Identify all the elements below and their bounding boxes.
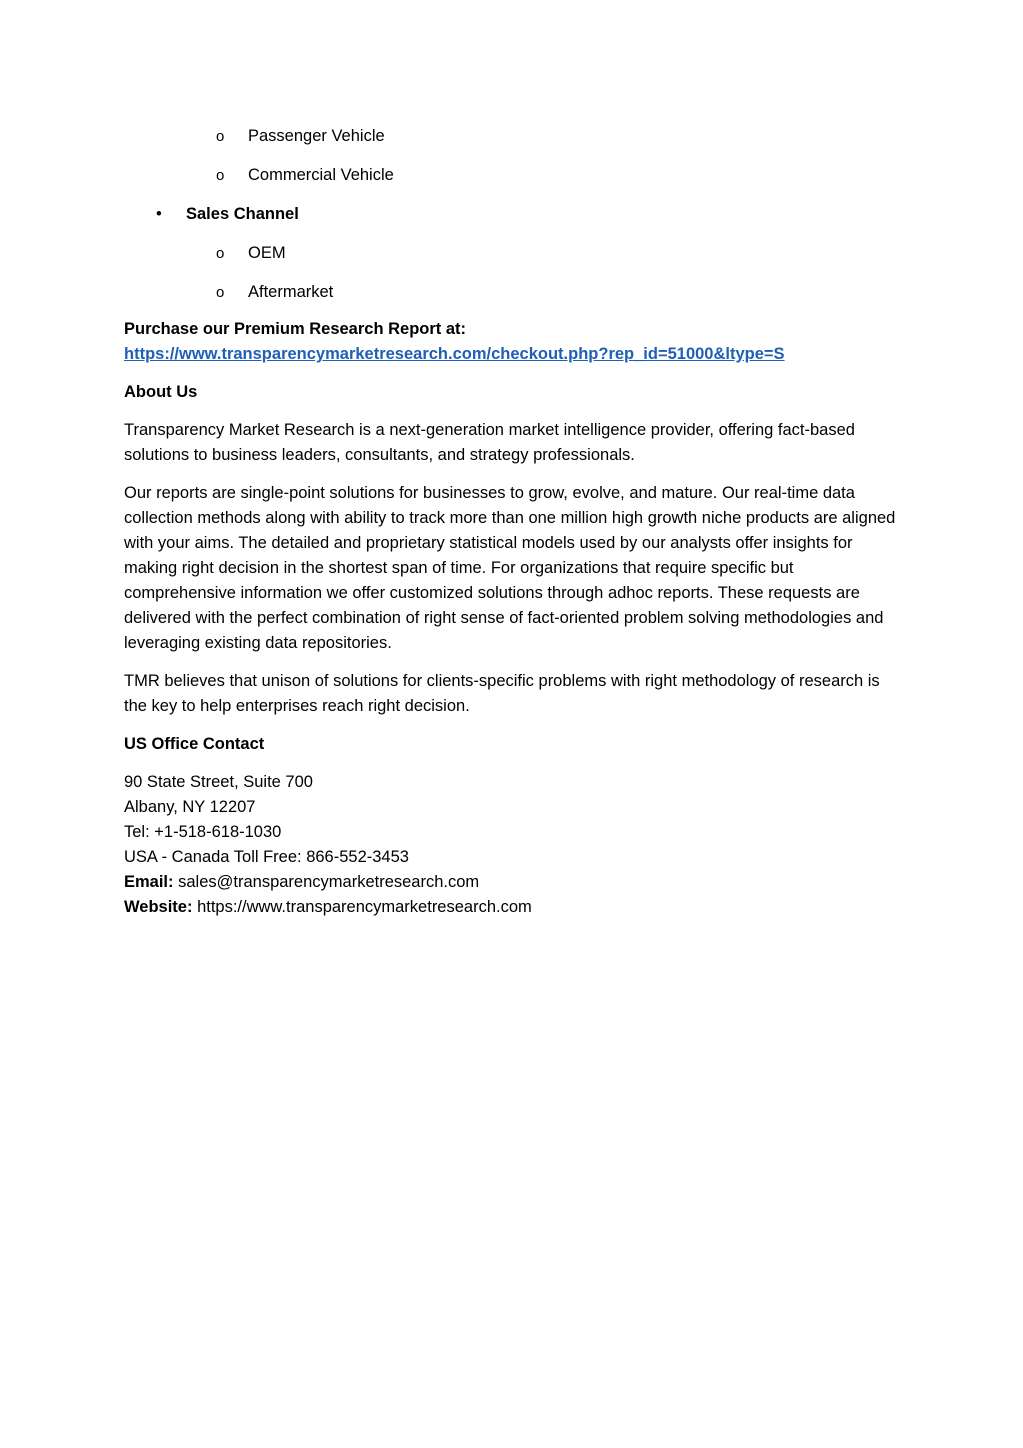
email-line [124, 870, 904, 895]
address-line: Albany, NY 12207 [124, 798, 256, 816]
purchase-block [124, 317, 904, 367]
list-item [124, 124, 904, 149]
contact-block [124, 770, 904, 920]
sub-bullet-marker: o [216, 284, 225, 301]
list-item-label: Commercial Vehicle [248, 166, 394, 184]
list-item [124, 280, 904, 305]
sales-channel-label: Sales Channel [186, 205, 299, 223]
about-heading: About Us [124, 383, 198, 401]
email-label: Email: [124, 873, 174, 891]
address-line: 90 State Street, Suite 700 [124, 773, 313, 791]
website-value[interactable]: https://www.transparencymarketresearch.com [197, 898, 532, 916]
list-item-label: Passenger Vehicle [248, 127, 385, 145]
purchase-link[interactable]: https://www.transparencymarketresearch.com/checkout.php?rep_id=51000&ltype=S [124, 345, 785, 363]
segment-list [124, 124, 904, 305]
sub-bullet-marker: o [216, 167, 225, 184]
sales-channel-item [124, 202, 904, 227]
list-item-label: OEM [248, 244, 286, 262]
about-paragraph: TMR believes that unison of solutions for clients-specific problems with right methodology of research is the key to help enterprises reach right decision. [124, 672, 880, 715]
phone-line: Tel: +1-518-618-1030 [124, 823, 282, 841]
about-paragraph: Our reports are single-point solutions for businesses to grow, evolve, and mature. Our real-time data collection methods along with ability to track more than one million high growth niche products are aligned with your aims. The detailed and proprietary statistical models used by our analysts offer insights for making right decision in the shortest span of time. For organizations that require specific but comprehensive information we offer customized solutions through adhoc reports. These requests are delivered with the perfect combination of right sense of fact-oriented problem solving methodologies and leveraging existing data repositories. [124, 484, 896, 652]
contact-heading: US Office Contact [124, 735, 265, 753]
page-content [124, 124, 904, 920]
sub-bullet-marker: o [216, 128, 225, 145]
about-paragraph: Transparency Market Research is a next-generation market intelligence provider, offering fact-based solutions to business leaders, consultants, and strategy professionals. [124, 421, 855, 464]
website-label: Website: [124, 898, 193, 916]
toll-free-line: USA - Canada Toll Free: 866-552-3453 [124, 848, 409, 866]
website-line [124, 895, 904, 920]
bullet-marker: • [156, 205, 162, 223]
list-item [124, 241, 904, 266]
list-item [124, 163, 904, 188]
purchase-label: Purchase our Premium Research Report at: [124, 320, 467, 338]
sub-bullet-marker: o [216, 245, 225, 262]
list-item-label: Aftermarket [248, 283, 334, 301]
email-value[interactable]: sales@transparencymarketresearch.com [178, 873, 480, 891]
